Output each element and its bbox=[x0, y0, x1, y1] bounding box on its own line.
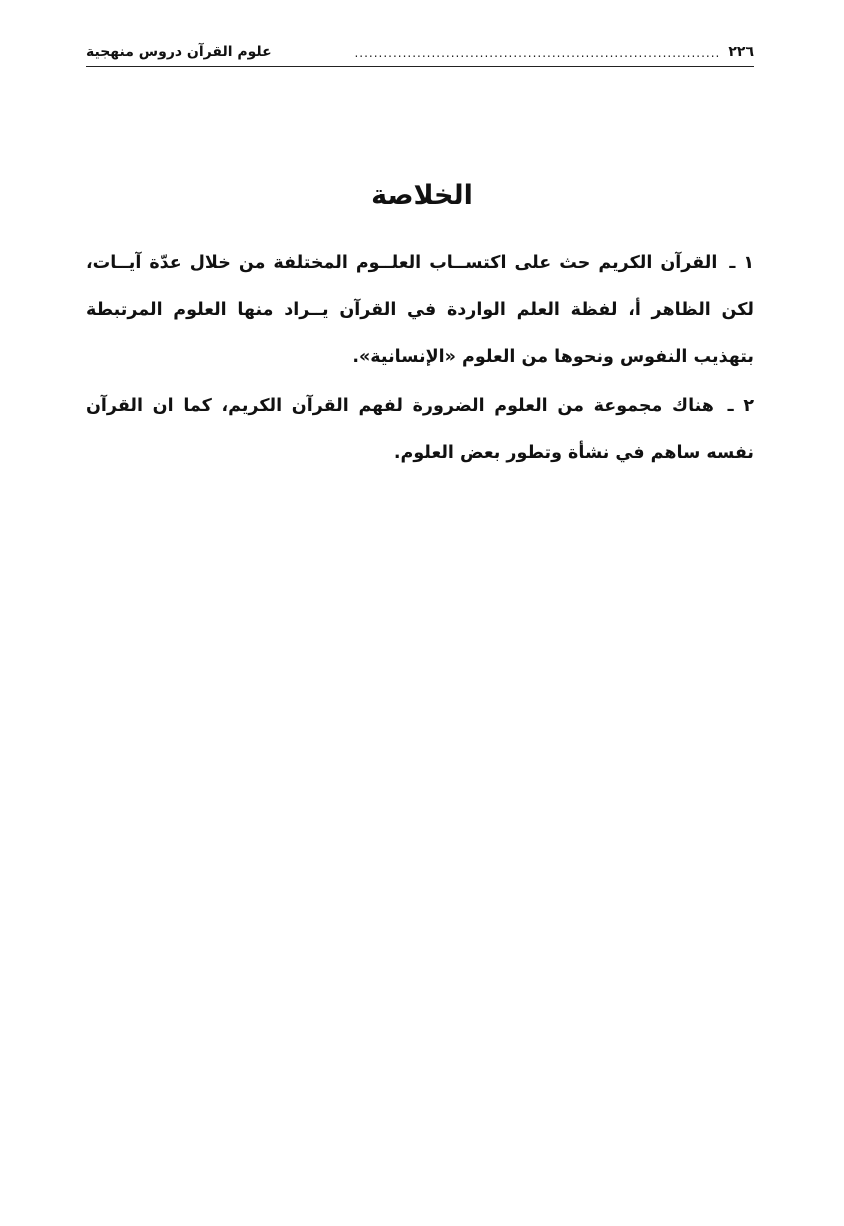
summary-point bbox=[86, 383, 754, 477]
point-text: هناك مجموعة من العلوم الضرورة لفهم القرآن الكريم، كما ان القرآن نفسه ساهم في نشأة وتطور بعض العلوم. bbox=[86, 396, 754, 463]
summary-body bbox=[86, 240, 754, 479]
running-book-title: علوم القرآن دروس منهجية bbox=[86, 44, 272, 60]
header-divider bbox=[86, 66, 754, 67]
running-header bbox=[86, 38, 754, 62]
section-title: الخلاصة bbox=[371, 180, 473, 211]
dotted-leader: ............................................................................ bbox=[354, 46, 721, 60]
summary-point bbox=[86, 240, 754, 381]
point-number: ١ ـ bbox=[729, 253, 755, 273]
point-text: القرآن الكريم حث على اكتســاب العلــوم المختلفة من خلال عدّة آيــات، لكن الظاهر أ، لفظة العلم الواردة في القرآن يــراد منها العلوم المرتبطة بتهذيب النفوس ونحوها من العلوم «الإنسانية». bbox=[86, 253, 754, 367]
point-number: ٢ ـ bbox=[727, 396, 755, 416]
page-number: ٢٢٦ bbox=[728, 44, 754, 60]
